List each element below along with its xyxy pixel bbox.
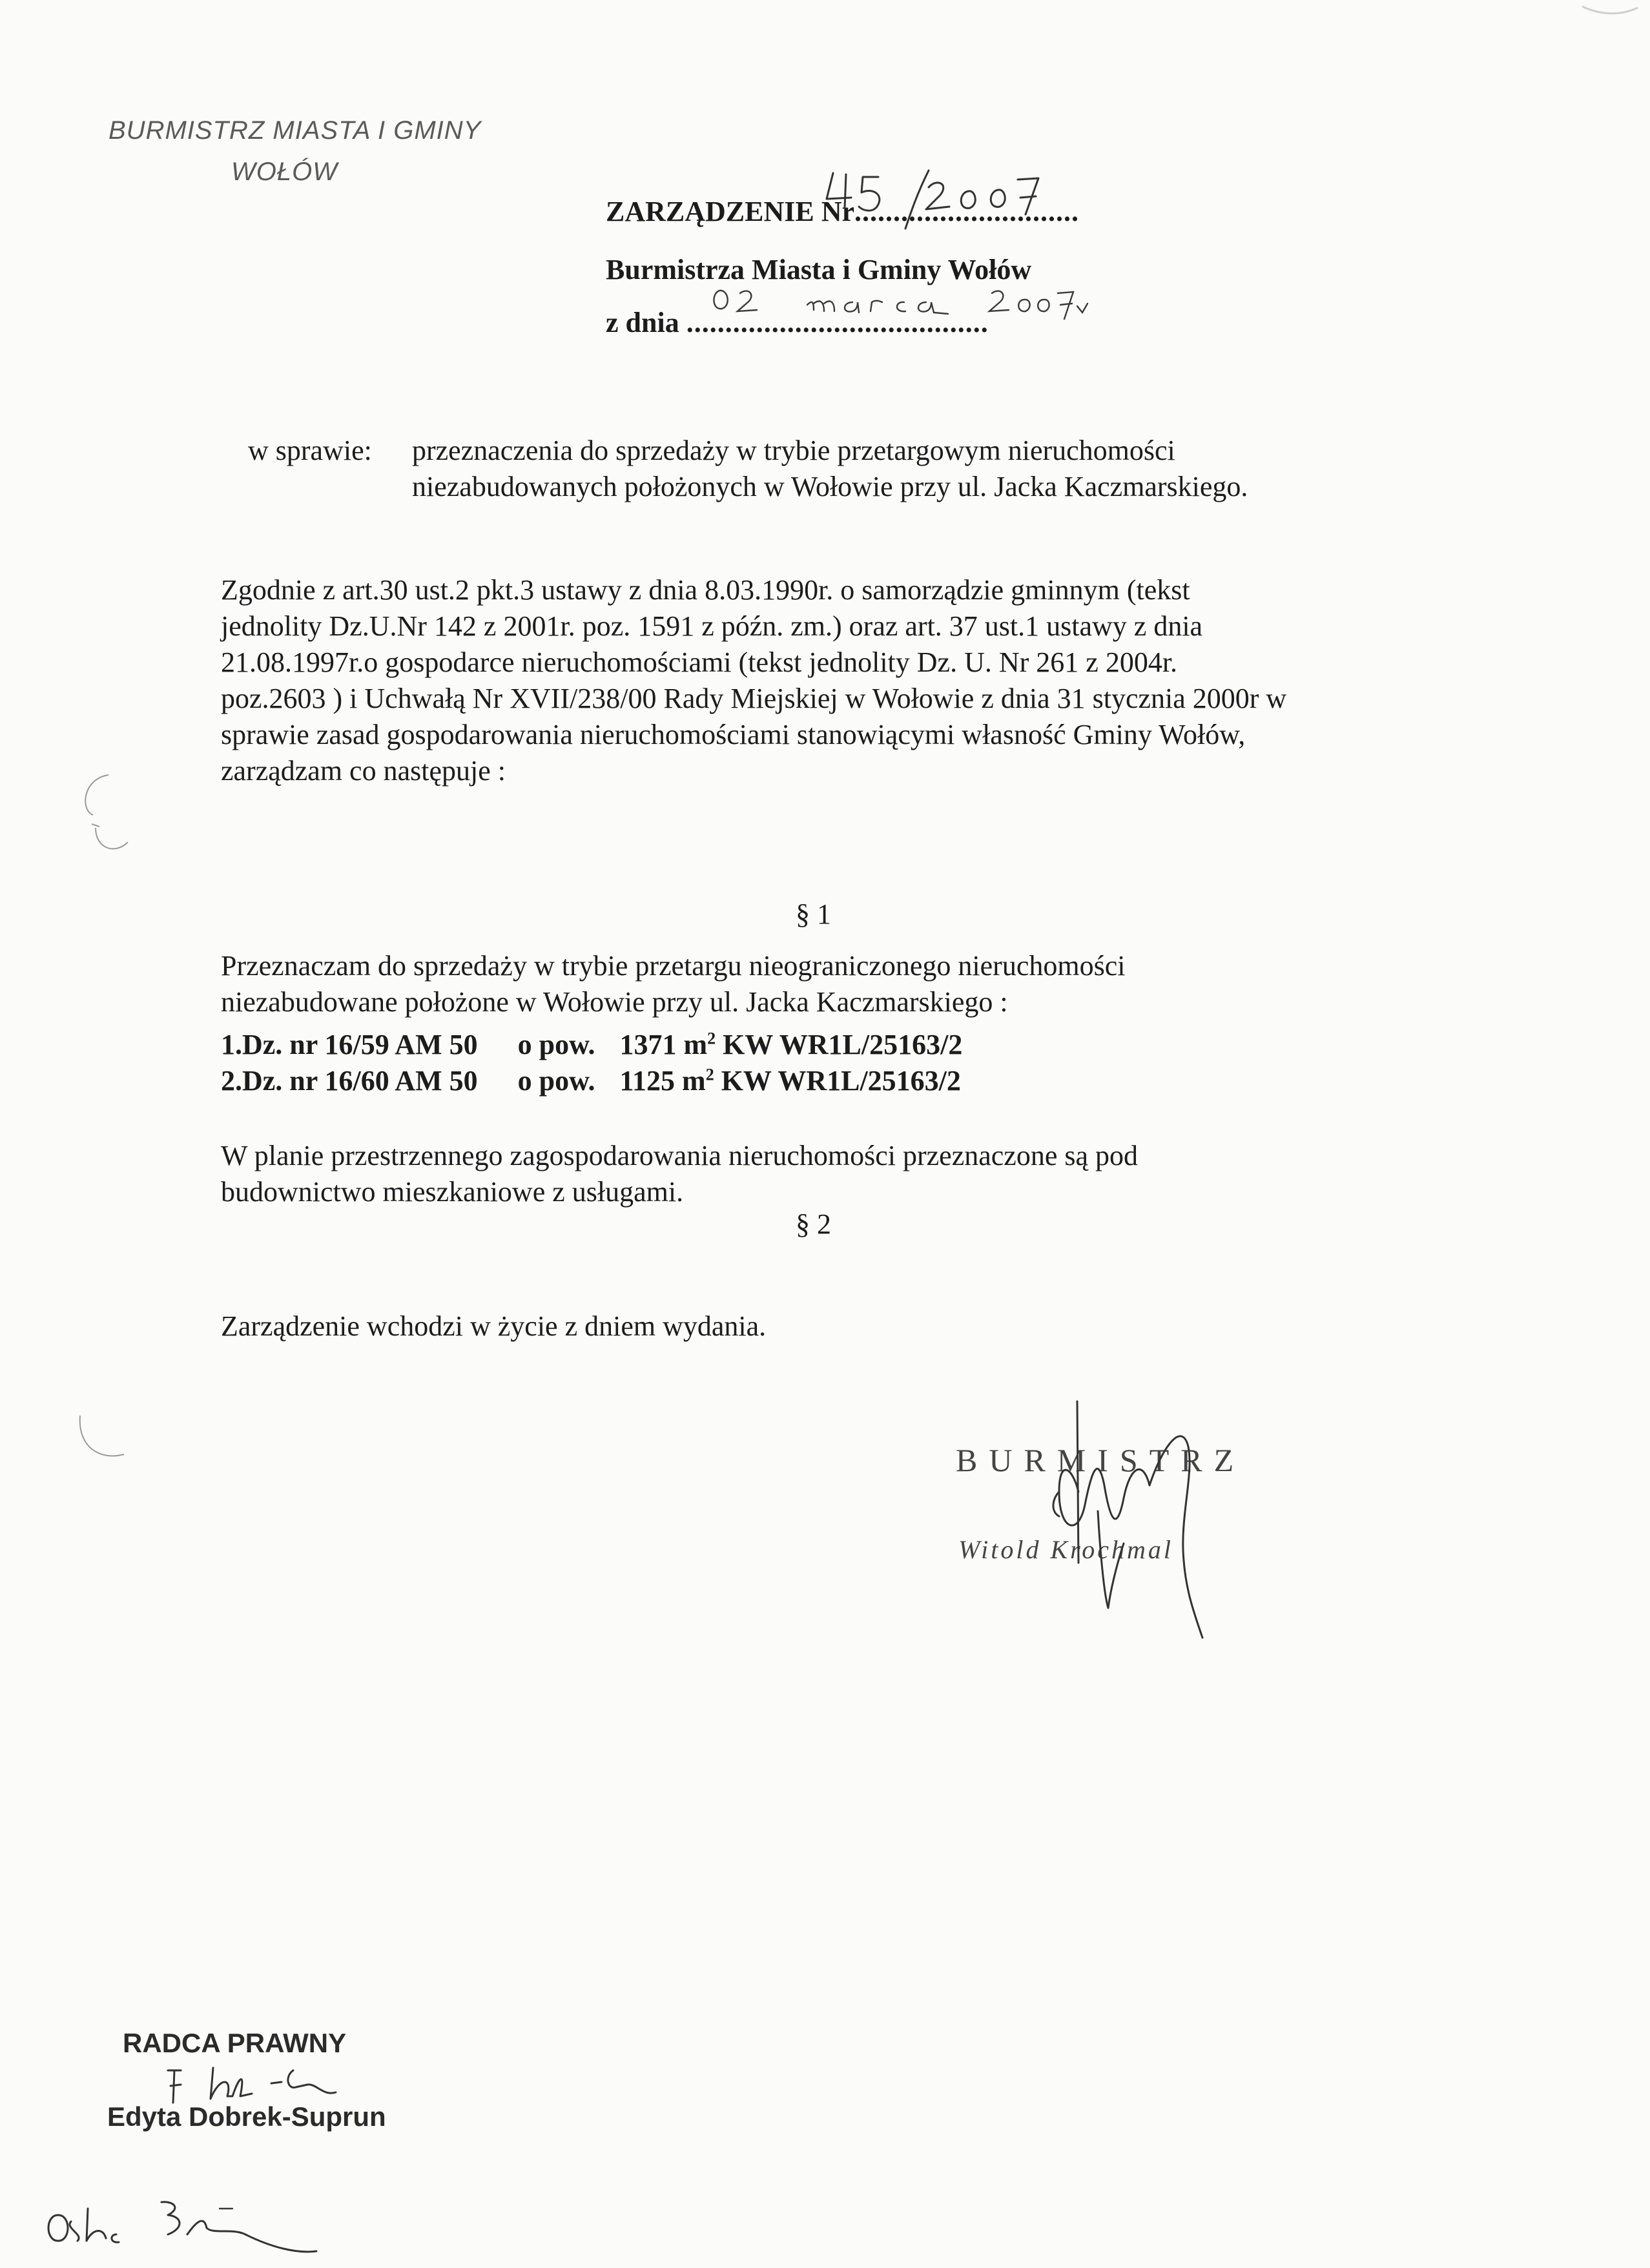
parcel-1-label: 1.Dz. nr 16/59 AM 50 <box>221 1029 478 1060</box>
authority-stamp-line2: WOŁÓW <box>231 158 338 186</box>
parcel-row-1 <box>221 1028 962 1061</box>
signature-title: BURMISTRZ <box>956 1442 1246 1478</box>
legal-counsel-signature-svg <box>155 2057 375 2116</box>
subject-line1: przeznaczenia do sprzedaży w trybie przetargowym nieruchomości <box>412 435 1175 466</box>
plan-line2: budownictwo mieszkaniowe z usługami. <box>221 1176 684 1208</box>
title-prefix: ZARZĄDZENIE Nr <box>606 196 855 227</box>
punch-hole-svg-1 <box>70 765 141 861</box>
preamble-line-3: 21.08.1997r.o gospodarce nieruchomościami (tekst jednolity Dz. U. Nr 261 z 2004r. <box>221 646 1178 678</box>
mayor-signature-scribble <box>1033 1395 1240 1644</box>
section1-heading: § 1 <box>796 898 831 930</box>
date-prefix: z dnia <box>606 307 679 338</box>
section2-heading: § 2 <box>796 1208 831 1240</box>
parcel-2-label: 2.Dz. nr 16/60 AM 50 <box>221 1065 478 1097</box>
bottom-initials-scribble <box>39 2189 336 2263</box>
parcel-1-unit-sup: 2 <box>707 1029 716 1048</box>
mayor-signature-svg <box>1033 1395 1240 1640</box>
document-number-handwritten <box>820 161 1124 236</box>
parcel-1-area: 1371 m <box>619 1029 708 1060</box>
bottom-initials-svg <box>39 2189 336 2260</box>
preamble-line-2: jednolity Dz.U.Nr 142 z 2001r. poz. 1591 z późn. zm.) oraz art. 37 ust.1 ustawy z dnia <box>221 610 1203 642</box>
handwritten-date-svg <box>710 274 1111 338</box>
parcel-row-2 <box>221 1064 961 1097</box>
preamble-line-5: sprawie zasad gospodarowania nieruchomościami stanowiącymi własność Gminy Wołów, <box>221 719 1246 750</box>
legal-counsel-signature <box>155 2057 375 2119</box>
signature-name: Witold Krochmal <box>958 1535 1173 1564</box>
authority-stamp-line1: BURMISTRZ MIASTA I GMINY <box>108 116 482 145</box>
parcel-1-kw: KW WR1L/25163/2 <box>723 1029 963 1060</box>
date-handwritten <box>710 274 1111 342</box>
punch-hole-svg-2 <box>65 1390 136 1474</box>
punch-hole-mark-2 <box>65 1390 136 1477</box>
scan-mark-svg <box>1576 0 1640 26</box>
parcel-2-kw: KW WR1L/25163/2 <box>721 1065 961 1097</box>
legal-counsel-name: Edyta Dobrek-Suprun <box>107 2101 386 2132</box>
legal-counsel-title: RADCA PRAWNY <box>123 2028 347 2058</box>
date-dots: ....................................... <box>686 307 989 338</box>
section1-intro-line1: Przeznaczam do sprzedaży w trybie przetargu nieograniczonego nieruchomości <box>221 950 1126 982</box>
preamble-line-1: Zgodnie z art.30 ust.2 pkt.3 ustawy z dnia 8.03.1990r. o samorządzie gminnym (tekst <box>221 574 1190 606</box>
preamble-line-4: poz.2603 ) i Uchwałą Nr XVII/238/00 Rady Miejskiej w Wołowie z dnia 31 stycznia 2000r w <box>221 683 1287 714</box>
issuer-line: Burmistrza Miasta i Gminy Wołów <box>606 254 1032 285</box>
section1-intro-line2: niezabudowane położone w Wołowie przy ul. Jacka Kaczmarskiego : <box>221 986 1008 1018</box>
plan-line1: W planie przestrzennego zagospodarowania nieruchomości przeznaczone są pod <box>221 1140 1139 1171</box>
parcel-2-area: 1125 m <box>619 1065 706 1097</box>
punch-hole-mark-1 <box>70 765 141 865</box>
parcel-1-area-prefix: o pow. <box>517 1029 595 1060</box>
section2-text: Zarządzenie wchodzi w życie z dniem wydania. <box>221 1310 767 1342</box>
subject-line2: niezabudowanych położonych w Wołowie przy ul. Jacka Kaczmarskiego. <box>412 471 1248 502</box>
parcel-2-unit-sup: 2 <box>705 1065 714 1084</box>
handwritten-number-svg <box>820 161 1124 232</box>
preamble-line-6: zarządzam co następuje : <box>221 755 506 787</box>
scan-mark <box>1576 0 1640 29</box>
title-dots: ............................. <box>854 196 1080 227</box>
subject-label: w sprawie: <box>248 435 372 466</box>
parcel-2-area-prefix: o pow. <box>517 1065 595 1097</box>
